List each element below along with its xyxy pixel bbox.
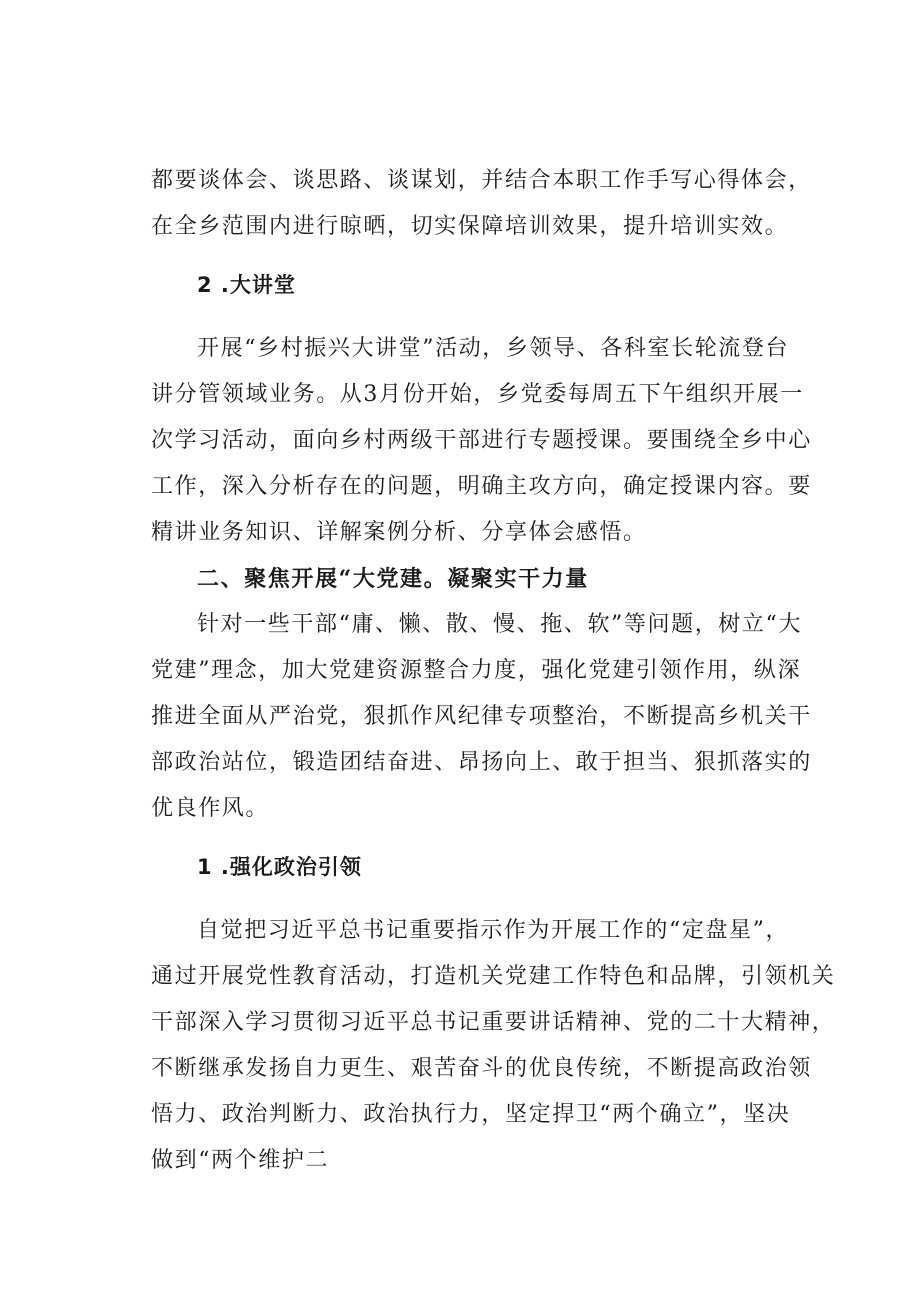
- document-body: [151, 158, 836, 1184]
- paragraph-line: 精讲业务知识、详解案例分析、分享体会感悟。: [151, 520, 647, 545]
- section-heading-political-guidance: 1 .强化政治引领: [197, 855, 362, 879]
- paragraph-line: 党建”理念，加大党建资源整合力度，强化党建引领作用，纵深: [151, 658, 802, 683]
- paragraph-line: 推进全面从严治党，狠抓作风纪律专项整治，不断提高乡机关干: [151, 704, 812, 729]
- paragraph-line: 开展“乡村振兴大讲堂”活动，乡领导、各科室长轮流登台: [197, 336, 790, 361]
- section-heading-party-building: 二、聚焦开展“大党建。凝聚实干力量: [197, 566, 589, 592]
- paragraph-line: 自觉把习近平总书记重要指示作为开展工作的“定盘星”，: [197, 918, 790, 943]
- paragraph-line: 优良作风。: [151, 796, 270, 821]
- paragraph-line: 部政治站位，锻造团结奋进、昂扬向上、敢于担当、狠抓落实的: [151, 750, 812, 775]
- paragraph-line: 干部深入学习贯彻习近平总书记重要讲话精神、党的二十大精神，: [151, 1010, 836, 1035]
- paragraph-line: 不断继承发扬自力更生、艰苦奋斗的优良传统，不断提高政治领: [151, 1056, 812, 1081]
- paragraph-line: 讲分管领域业务。从3月份开始，乡党委每周五下午组织开展一: [151, 382, 804, 407]
- paragraph-line: 做到“两个维护二: [151, 1148, 330, 1173]
- section-heading-lecture-hall: 2 .大讲堂: [197, 273, 296, 297]
- paragraph-line: 在全乡范围内进行晾晒，切实保障培训效果，提升培训实效。: [151, 214, 789, 239]
- paragraph-line: 针对一些干部“庸、懒、散、慢、拖、软”等问题，树立“大: [197, 612, 802, 637]
- paragraph-line: 都要谈体会、谈思路、谈谋划，并结合本职工作手写心得体会，: [151, 168, 812, 193]
- paragraph-line: 悟力、政治判断力、政治执行力，坚定捍卫“两个确立”，坚决: [151, 1102, 791, 1127]
- paragraph-line: 工作，深入分析存在的问题，明确主攻方向，确定授课内容。要: [151, 474, 812, 499]
- paragraph-line: 通过开展党性教育活动，打造机关党建工作特色和品牌，引领机关: [151, 964, 836, 989]
- paragraph-line: 次学习活动，面向乡村两级干部进行专题授课。要围绕全乡中心: [151, 428, 812, 453]
